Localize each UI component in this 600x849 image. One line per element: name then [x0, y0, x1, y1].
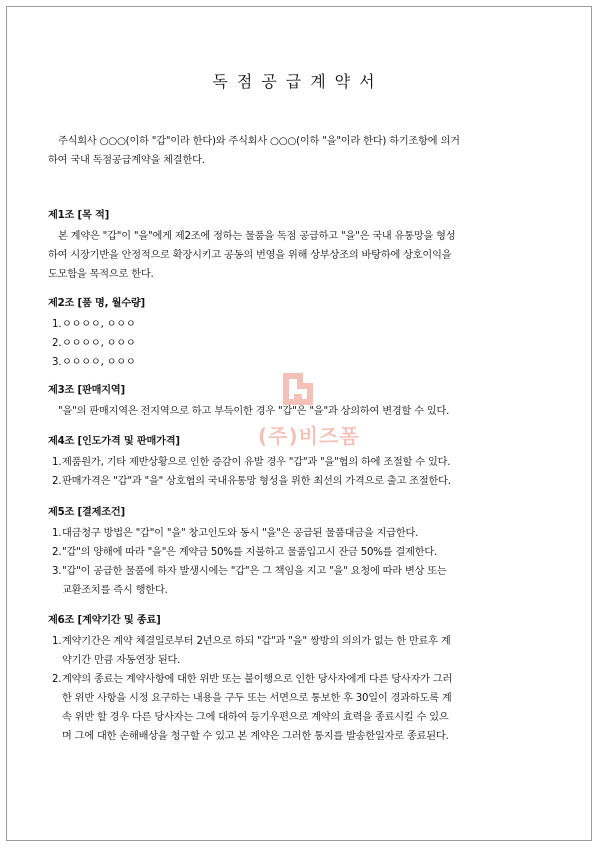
list-item-text: 제품원가, 기타 제반상황으로 인한 증감이 유발 경우 "갑"과 "을"협의 하에 조절할 수 있다.	[62, 457, 451, 468]
article-heading: 제4조 [인도가격 및 판매가격]	[48, 436, 180, 447]
article-line: 도모함을 목적으로 한다.	[48, 269, 154, 280]
article-heading: 제2조 [품 명, 월수량]	[48, 298, 145, 309]
list-item-text: 계약의 종료는 계약사항에 대한 위반 또는 불이행으로 인한 당사자에게 다른 당사자가 그러	[62, 674, 453, 685]
list-item: 2. 계약의 종료는 계약사항에 대한 위반 또는 불이행으로 인한 당사자에게 다른 당사자가 그러 한 위반 사항을 시정 요구하는 내용을 구두 또는 서면으로 통보한 후 30일이 경과하도록 계 속 위반 할 경우 다른 당사자는 그에 대하여 등기우편으로 계약의 효력을 종료시킬 수 있으 며 그에 대한 손해배상을 청구할 수 있고 본 계약은 그러한 통지를 발송한일자로 종료된다.	[52, 674, 453, 742]
watermark-text: (주)비즈폼	[258, 424, 360, 448]
list-item-text: ㅇㅇㅇㅇ, ㅇㅇㅇ	[62, 357, 136, 368]
article-2	[48, 295, 548, 372]
article-heading: 제5조 [결제조건]	[48, 507, 125, 518]
article-3	[48, 382, 548, 421]
list-item-text: 약기간 만큼 자동연장 된다.	[62, 655, 181, 666]
list-item: 2. 판매가격은 "갑"과 "을" 상호협의 국내유통망 형성을 위한 최선의 가격으로 출고 조절한다.	[52, 476, 451, 487]
list-item-text: 판매가격은 "갑"과 "을" 상호협의 국내유통망 형성을 위한 최선의 가격으로 출고 조절한다.	[62, 476, 451, 487]
list-item: 3. ㅇㅇㅇㅇ, ㅇㅇㅇ	[52, 357, 136, 368]
list-item: 1. 제품원가, 기타 제반상황으로 인한 증감이 유발 경우 "갑"과 "을"협의 하에 조절할 수 있다.	[52, 457, 451, 468]
document-title: 독점공급계약서	[212, 72, 384, 91]
list-item: 2. ㅇㅇㅇㅇ, ㅇㅇㅇ	[52, 338, 136, 349]
article-5	[48, 504, 548, 600]
list-item-text: ㅇㅇㅇㅇ, ㅇㅇㅇ	[62, 319, 136, 330]
list-item: 1. ㅇㅇㅇㅇ, ㅇㅇㅇ	[52, 319, 136, 330]
list-item: 1. 대금청구 방법은 "갑"이 "을" 창고인도와 동시 "을"은 공급된 물품대금을 지급한다.	[52, 528, 419, 539]
list-item-text: "갑"이 공급한 물품에 하자 발생시에는 "갑"은 그 책임을 지고 "을" 요청에 따라 변상 또는	[62, 566, 447, 577]
article-heading: 제1조 [목 적]	[48, 210, 110, 221]
list-item-text: 속 위반 할 경우 다른 당사자는 그에 대하여 등기우편으로 계약의 효력을 종료시킬 수 있으	[62, 712, 449, 723]
list-item-text: 며 그에 대한 손해배상을 청구할 수 있고 본 계약은 그러한 통지를 발송한일자로 종료된다.	[62, 731, 449, 742]
article-6	[48, 612, 548, 746]
list-item-text: 대금청구 방법은 "갑"이 "을" 창고인도와 동시 "을"은 공급된 물품대금을 지급한다.	[62, 528, 419, 539]
article-4	[48, 433, 548, 491]
list-item-text: 계약기간은 계약 체결일로부터 2년으로 하되 "갑"과 "을" 쌍방의 의의가 없는 한 만료후 계	[62, 636, 451, 647]
article-1	[48, 207, 548, 284]
list-item: 3. "갑"이 공급한 물품에 하자 발생시에는 "갑"은 그 책임을 지고 "을" 요청에 따라 변상 또는 교환조치를 즉시 행한다.	[52, 566, 447, 596]
list-item-text: 교환조치를 즉시 행한다.	[62, 585, 168, 596]
list-item: 1. 계약기간은 계약 체결일로부터 2년으로 하되 "갑"과 "을" 쌍방의 의의가 없는 한 만료후 계 약기간 만큼 자동연장 된다.	[52, 636, 451, 666]
list-item: 2. "갑"의 양해에 따라 "을"은 계약금 50%를 지불하고 물품입고시 잔금 50%를 결제한다.	[52, 547, 438, 558]
article-line: 하여 시장기반을 안정적으로 확장시키고 공동의 번영을 위해 상부상조의 바탕하에 상호이익을	[48, 250, 452, 261]
list-item-text: 한 위반 사항을 시정 요구하는 내용을 구두 또는 서면으로 통보한 후 30일이 경과하도록 계	[62, 693, 452, 704]
intro-line: 주식회사 ○○○(이하 "갑"이라 한다)와 주식회사 ○○○(이하 "을"이라 한다) 하기조항에 의거	[58, 136, 460, 147]
intro-paragraph	[48, 132, 548, 170]
list-item-text: ㅇㅇㅇㅇ, ㅇㅇㅇ	[62, 338, 136, 349]
article-line: "을"의 판매지역은 전지역으로 하고 부득이한 경우 "갑"은 "을"과 상의하여 변경할 수 있다.	[58, 406, 450, 417]
article-heading: 제3조 [판매지역]	[48, 385, 125, 396]
article-line: 본 계약은 "갑"이 "을"에게 제2조에 정하는 물품을 독점 공급하고 "을"은 국내 유통망을 형성	[58, 231, 456, 242]
article-heading: 제6조 [계약기간 및 종료]	[48, 615, 161, 626]
list-item-text: "갑"의 양해에 따라 "을"은 계약금 50%를 지불하고 물품입고시 잔금 50%를 결제한다.	[62, 547, 438, 558]
intro-line: 하여 국내 독점공급계약을 체결한다.	[48, 155, 205, 166]
